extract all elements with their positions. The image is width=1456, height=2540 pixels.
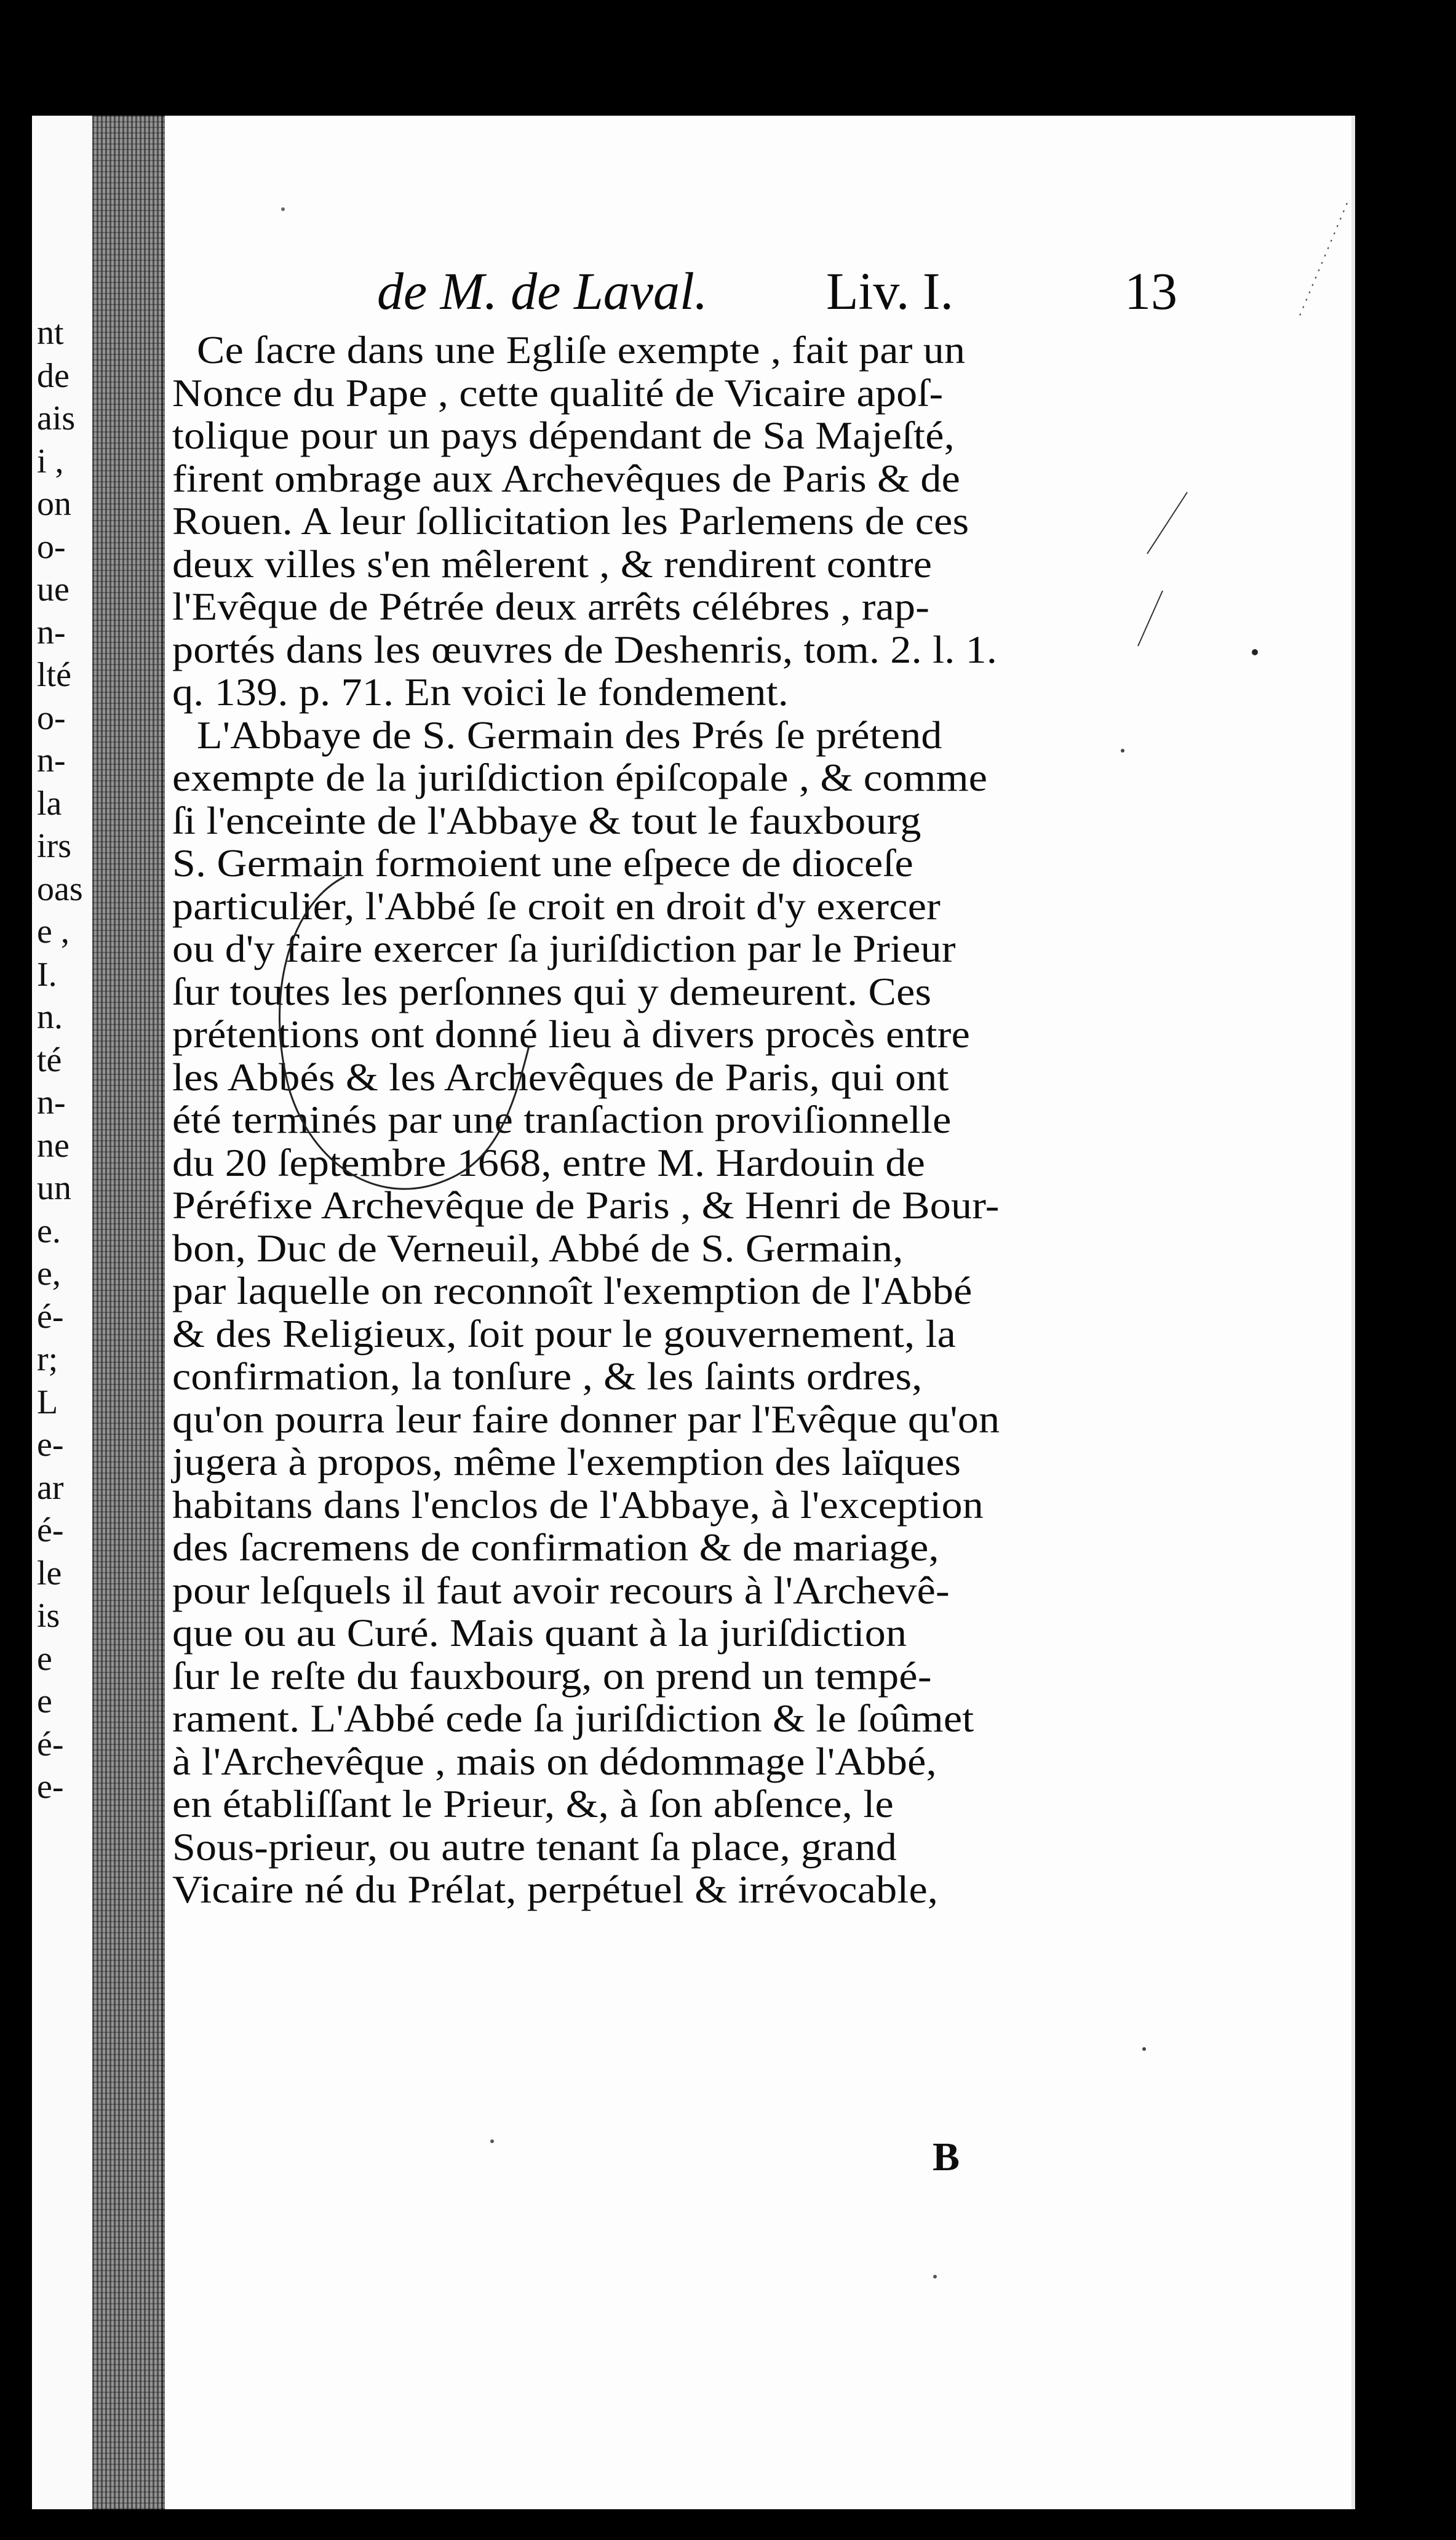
facing-page-fragment: e-: [37, 1768, 64, 1806]
text-line: & des Religieux, ſoit pour le gouvernement, la: [172, 1312, 957, 1356]
text-line: firent ombrage aux Archevêques de Paris & de: [172, 457, 961, 500]
text-line: confirmation, la tonſure , & les ſaints ordres,: [172, 1355, 923, 1398]
facing-page-fragment: e,: [37, 1255, 61, 1293]
text-line: bon, Duc de Verneuil, Abbé de S. Germain,: [172, 1226, 904, 1270]
facing-page-fragment: n-: [37, 741, 66, 780]
facing-page-fragment: ar: [37, 1468, 64, 1507]
body-text: [165, 116, 1355, 2509]
text-line: L'Abbaye de S. Germain des Prés ſe prétend: [197, 713, 942, 757]
facing-page-fragment: le: [37, 1554, 62, 1592]
binding-gutter: [92, 116, 165, 2509]
text-line: particulier, l'Abbé ſe croit en droit d'y exercer: [172, 884, 941, 928]
facing-page-fragment: e: [37, 1639, 52, 1678]
facing-page-fragment: oas: [37, 869, 83, 908]
text-line: Rouen. A leur ſollicitation les Parlemens de ces: [172, 500, 969, 543]
facing-page-fragment: ne: [37, 1126, 70, 1165]
text-line: ou d'y faire exercer ſa juriſdiction par le Prieur: [172, 927, 956, 970]
facing-page-fragment: o-: [37, 527, 66, 566]
text-line: S. Germain formoient une eſpece de dioceſe: [172, 842, 913, 885]
facing-page-fragment: n-: [37, 1084, 66, 1122]
book-page: [165, 116, 1355, 2509]
facing-page-fragment: i ,: [37, 442, 64, 481]
facing-page-fragment: é-: [37, 1511, 64, 1549]
running-head-title: de M. de Laval.: [377, 262, 708, 321]
text-line: l'Evêque de Pétrée deux arrêts célébres , rap-: [172, 585, 930, 628]
text-line: jugera à propos, même l'exemption des laïques: [172, 1440, 961, 1484]
text-line: Péréfixe Archevêque de Paris , & Henri de Bour-: [172, 1184, 1000, 1227]
facing-page-fragment: r;: [37, 1340, 58, 1378]
running-head-book: Liv. I.: [826, 262, 953, 321]
text-line: prétentions ont donné lieu à divers procès entre: [172, 1013, 971, 1056]
facing-page-fragment: irs: [37, 827, 71, 865]
facing-page-fragment: e ,: [37, 913, 70, 951]
facing-page-fragment: n.: [37, 998, 63, 1036]
text-line: habitans dans l'enclos de l'Abbaye, à l'exception: [172, 1483, 984, 1527]
facing-page-fragment: n-: [37, 613, 66, 652]
text-line: ſi l'enceinte de l'Abbaye & tout le fauxbourg: [172, 799, 921, 842]
facing-page-fragment: e: [37, 1682, 52, 1720]
text-line: qu'on pourra leur faire donner par l'Evêque qu'on: [172, 1397, 1000, 1441]
text-line: des ſacremens de confirmation & de mariage,: [172, 1526, 939, 1569]
text-line: Sous-prieur, ou autre tenant ſa place, grand: [172, 1825, 897, 1869]
facing-page-fragment: e.: [37, 1212, 61, 1250]
text-line: deux villes s'en mêlerent , & rendirent contre: [172, 542, 933, 586]
text-line: rament. L'Abbé cede ſa juriſdiction & le ſoûmet: [172, 1697, 974, 1740]
text-line: q. 139. p. 71. En voici le fondement.: [172, 671, 789, 714]
text-line: Ce ſacre dans une Egliſe exempte , fait par un: [197, 329, 966, 372]
text-line: exempte de la juriſdiction épiſcopale , & comme: [172, 756, 988, 799]
facing-page-fragment: é-: [37, 1297, 64, 1336]
page-number: 13: [1124, 262, 1177, 321]
facing-page-fragment: nt: [37, 314, 64, 352]
text-line: ſur le reſte du fauxbourg, on prend un tempé-: [172, 1654, 932, 1698]
facing-page-fragment: ue: [37, 570, 70, 609]
facing-page-fragment: o-: [37, 698, 66, 737]
facing-page-fragment: L: [37, 1383, 58, 1421]
facing-page-fragment: is: [37, 1597, 60, 1635]
text-line: Vicaire né du Prélat, perpétuel & irrévocable,: [172, 1868, 939, 1911]
text-line: que ou au Curé. Mais quant à la juriſdiction: [172, 1611, 907, 1655]
text-line: du 20 ſeptembre 1668, entre M. Hardouin de: [172, 1141, 926, 1184]
text-line: portés dans les œuvres de Deshenris, tom. 2. l. 1.: [172, 628, 998, 671]
text-line: les Abbés & les Archevêques de Paris, qui ont: [172, 1055, 949, 1099]
text-line: en établiſſant le Prieur, &, à ſon abſence, le: [172, 1783, 894, 1826]
text-line: été terminés par une tranſaction proviſionnelle: [172, 1098, 952, 1141]
facing-page-fragment: on: [37, 485, 71, 523]
text-line: pour leſquels il faut avoir recours à l'Archevê-: [172, 1568, 950, 1612]
facing-page-fragment: de: [37, 356, 70, 395]
facing-page-fragment: é-: [37, 1725, 64, 1763]
text-line: Nonce du Pape , cette qualité de Vicaire apoſ-: [172, 371, 944, 415]
facing-page-fragment: ais: [37, 399, 76, 437]
facing-page-fragment: e-: [37, 1426, 64, 1464]
facing-page-fragment: lté: [37, 656, 71, 694]
facing-page-fragment: un: [37, 1169, 71, 1207]
text-line: ſur toutes les perſonnes qui y demeurent. Ces: [172, 970, 932, 1013]
text-line: tolique pour un pays dépendant de Sa Majeſté,: [172, 414, 955, 457]
text-line: par laquelle on reconnoît l'exemption de l'Abbé: [172, 1269, 973, 1312]
facing-page-fragment: la: [37, 784, 62, 823]
facing-page-fragment: I.: [37, 955, 57, 994]
facing-page-fragment: té: [37, 1040, 62, 1079]
signature-mark: B: [933, 2135, 960, 2179]
text-line: à l'Archevêque , mais on dédommage l'Abbé,: [172, 1739, 937, 1783]
